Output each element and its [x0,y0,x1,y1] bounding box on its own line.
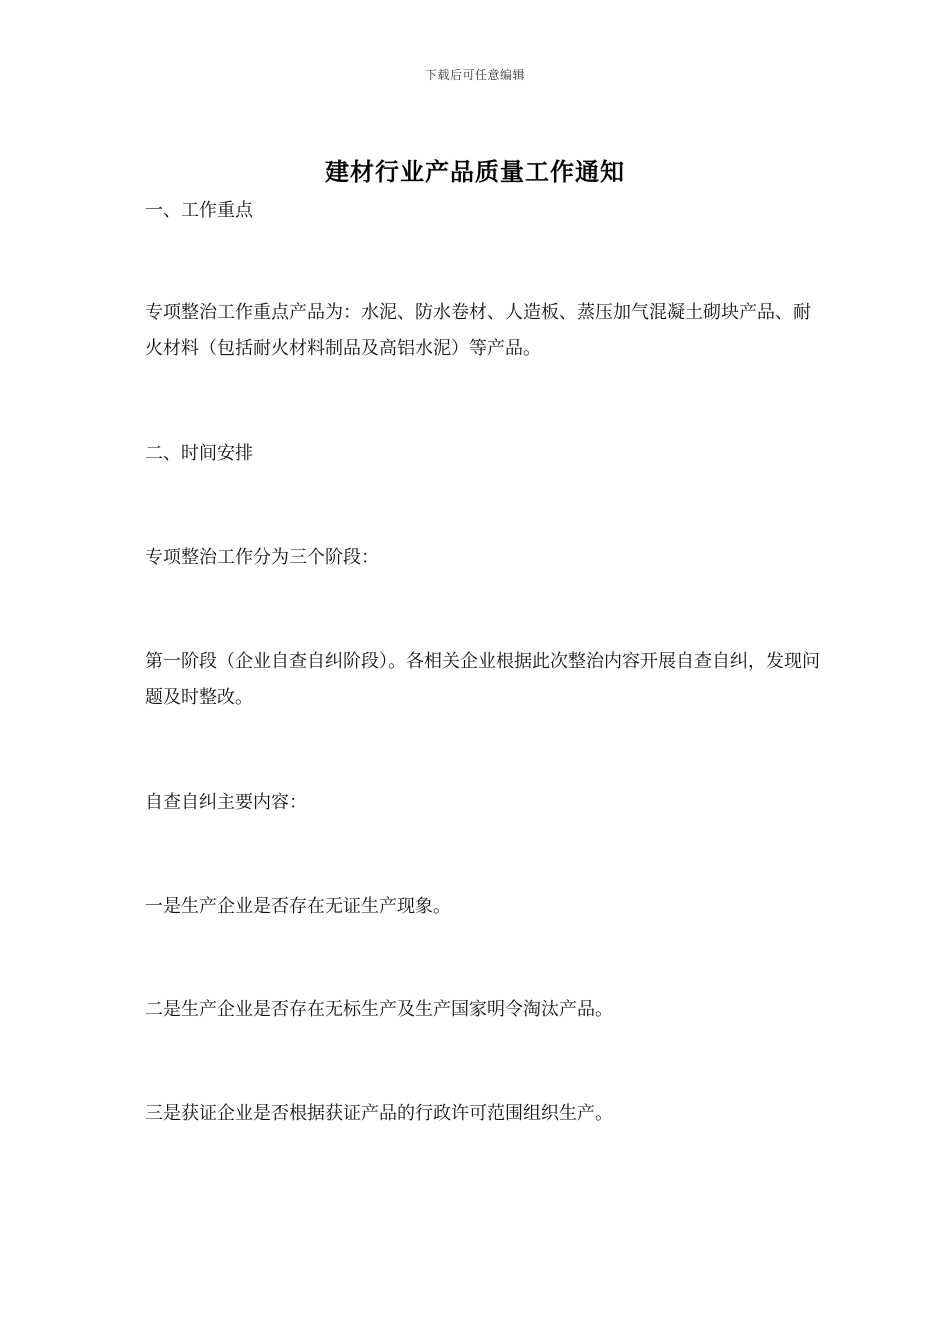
list-item-no-standard: 二是生产企业是否存在无标生产及生产国家明令淘汰产品。 [145,999,613,1020]
list-item-no-license: 一是生产企业是否存在无证生产现象。 [145,896,451,917]
paragraph-stage-one: 第一阶段（企业自查自纠阶段）。各相关企业根据此次整治内容开展自查自纠，发现问题及时整改。 [145,651,820,708]
paragraph-stages: 专项整治工作分为三个阶段： [145,547,379,568]
paragraph-self-check-heading: 自查自纠主要内容： [145,792,307,813]
paragraph-key-products: 专项整治工作重点产品为：水泥、防水卷材、人造板、蒸压加气混凝土砌块产品、耐火材料（包括耐火材料制品及高铝水泥）等产品。 [145,302,811,359]
list-item-license-scope: 三是获证企业是否根据获证产品的行政许可范围组织生产。 [145,1103,613,1124]
header-note: 下载后可任意编辑 [424,68,525,82]
document-title: 建材行业产品质量工作通知 [325,157,625,186]
section-heading-schedule: 二、时间安排 [145,443,253,464]
section-heading-focus: 一、工作重点 [145,200,253,221]
